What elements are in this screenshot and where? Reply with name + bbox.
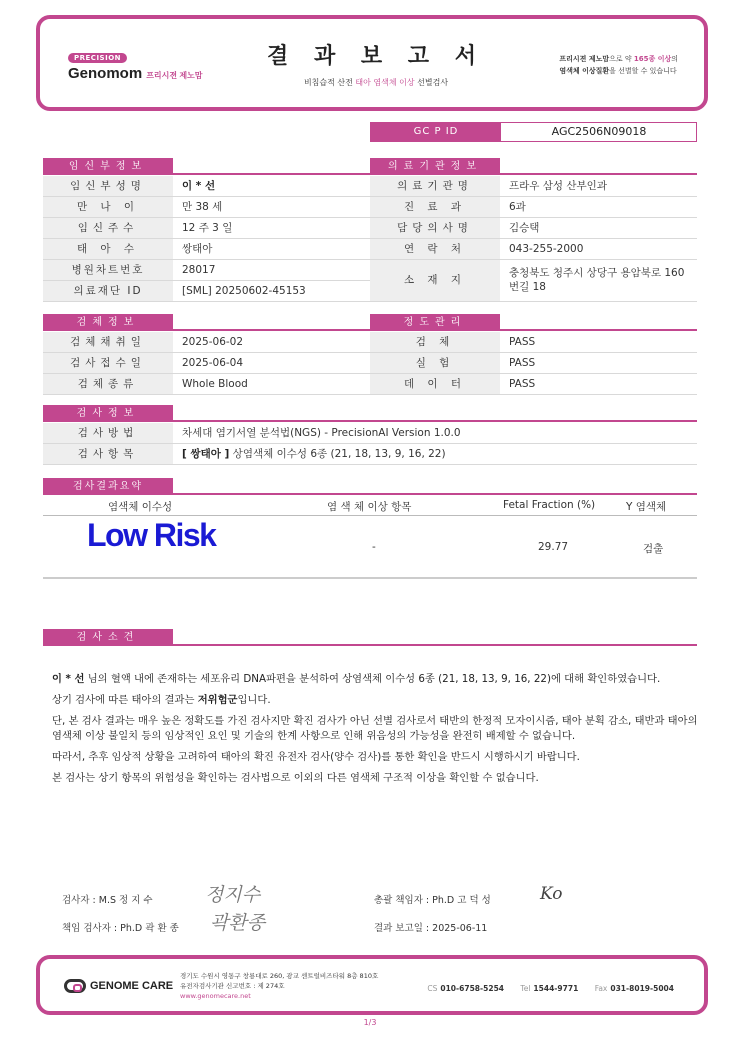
- qc-row: 검 체 PASS: [370, 332, 697, 353]
- hospital-row: 담당의사명 김승택: [370, 218, 697, 239]
- fetal-fraction: 29.77: [538, 541, 569, 553]
- gc-pid: [370, 122, 697, 142]
- section-test-info: 검사정보: [43, 405, 173, 422]
- section-specimen-info: 검체정보: [43, 314, 173, 331]
- patient-row: 임신부성명 이 * 선: [43, 176, 370, 197]
- chief-label: 총괄 책임자 : Ph.D 고 덕 성: [374, 895, 491, 906]
- tester-signature: 정지수: [205, 884, 261, 906]
- brand-sub: 프리시젼 제노맘: [146, 71, 203, 80]
- page-title: 결 과 보 고 서: [267, 44, 485, 69]
- responsible-label: 책임 검사자 : Ph.D 곽 환 종: [62, 923, 179, 934]
- patient-row: 태 아 수 쌍태아: [43, 239, 370, 260]
- qc-row: 데 이 터 PASS: [370, 374, 697, 395]
- section-bar-patient: [43, 158, 697, 175]
- page-subtitle: 비침습적 산전 태아 염색체 이상 선별검사: [303, 78, 449, 87]
- page-number: 1/3: [363, 1018, 377, 1027]
- responsible-signature: 곽환종: [210, 912, 266, 934]
- section-bar-summary: [43, 478, 697, 495]
- genome-care-logo: GENOME CARE: [64, 979, 173, 993]
- patient-row: 병원차트번호 28017: [43, 260, 370, 281]
- y-chromosome: 검출: [643, 543, 664, 555]
- qc-row: 실 험 PASS: [370, 353, 697, 374]
- gc-pid-label: GC P ID: [371, 123, 501, 141]
- abnormal-items: -: [372, 541, 376, 553]
- test-method-row: 검사방법 차세대 염기서열 분석법(NGS) - PrecisionAI Version 1.0.0: [43, 423, 697, 444]
- tester-label: 검사자 : M.S 정 지 수: [62, 895, 153, 906]
- report-footer: [36, 955, 708, 1015]
- hospital-row: 의료기관명 프라우 삼성 산부인과: [370, 176, 697, 197]
- brand-name: Genomom: [68, 65, 143, 82]
- section-qc: 정도관리: [370, 314, 500, 331]
- section-hospital-info: 의료기관정보: [370, 158, 500, 175]
- precision-badge: PRECISION: [68, 53, 127, 63]
- genome-care-icon: [64, 979, 86, 993]
- report-date: 결과 보고일 : 2025-06-11: [374, 923, 488, 934]
- report-header: [36, 15, 708, 111]
- specimen-row: 검체채취일 2025-06-02: [43, 332, 370, 353]
- section-patient-info: 임신부정보: [43, 158, 173, 175]
- patient-row: 임신주수 12 주 3 일: [43, 218, 370, 239]
- footer-url[interactable]: www.genomecare.net: [180, 992, 251, 1000]
- patient-row: 의료재단 ID [SML] 20250602-45153: [43, 281, 370, 302]
- section-findings: 검사소견: [43, 629, 173, 646]
- specimen-row: 검사접수일 2025-06-04: [43, 353, 370, 374]
- section-bar-findings: [43, 629, 697, 646]
- result-table-row: [43, 517, 697, 579]
- patient-name: 이 * 선: [182, 180, 216, 192]
- section-bar-test: [43, 405, 697, 422]
- findings-text: 이 * 선 님의 혈액 내에 존재하는 세포유리 DNA파편을 분석하여 상염색체 이수성 6종 (21, 18, 13, 9, 16, 22)에 대해 확인하였습니다. 상기 검사에 따른 태아의 결과는 저위험군입니다. 단, 본 검사 결과는 매우 높은 정확도를 가진 검사지만 확진 검사가 아닌 선별 검사로서 태반의 한정적 모자이시즘, 태아 분획 감소, 태반과 태아의 염색체 이상 불일치 등의 임상적인 요인 및 기술의 한계 사항으로 인해 위음성의 가능성을 완전히 배제할 수 없습니다. 따라서, 추후 임상적 상황을 고려하여 태아의 확진 유전자 검사(양수 검사)를 통한 확인을 반드시 시행하시기 바랍니다. 본 검사는 상기 항목의 위험성을 확인하는 검사법으로 이외의 다른 염색체 구조적 이상을 확인할 수 없습니다.: [52, 673, 698, 784]
- risk-result: Low Risk: [87, 517, 216, 553]
- section-bar-specimen: [43, 314, 697, 331]
- gc-pid-value: AGC2506N09018: [551, 125, 647, 138]
- section-result-summary: 검사결과요약: [43, 478, 173, 495]
- hospital-row: 진 료 과 6과: [370, 197, 697, 218]
- test-item-row: 검사항목 [ 쌍태아 ] 상염색체 이수성 6종 (21, 18, 13, 9, 16, 22): [43, 444, 697, 465]
- chief-signature: Ko: [540, 884, 563, 904]
- tagline: 프리시젼 제노맘으로 약 165종 이상의 염색체 이상질환을 선별할 수 있습니다: [559, 55, 678, 75]
- specimen-row: 검체종류 Whole Blood: [43, 374, 370, 395]
- hospital-row: 소 재 지 충청북도 청주시 상당구 용암북로 160번길 18: [370, 260, 697, 302]
- footer-address: 경기도 수원시 영통구 창룡대로 260, 광교 센트럴비즈타워 8층 810호 유전자검사기관 신고번호 : 제 274호 www.genomecare.net: [180, 972, 379, 1000]
- hospital-row: 연 락 처 043-255-2000: [370, 239, 697, 260]
- patient-row: 만 나 이 만 38 세: [43, 197, 370, 218]
- footer-contact: CS 010-6758-5254 Tel 1544-9771 Fax 031-8019-5004: [427, 984, 674, 993]
- result-table-header: 염색체 이수성 염 색 체 이상 항목 Fetal Fraction (%) Y 염색체: [43, 496, 697, 516]
